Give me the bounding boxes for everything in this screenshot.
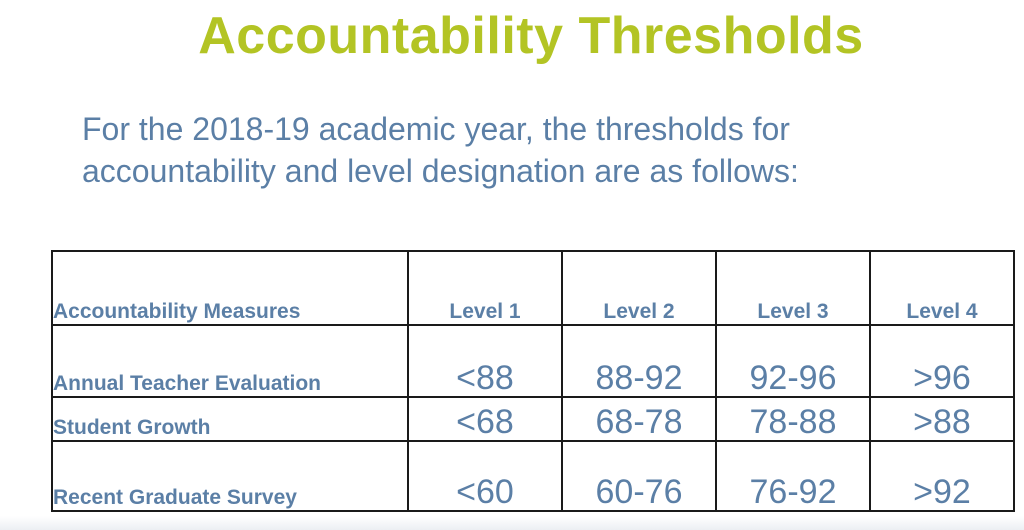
header-level-3: Level 3	[716, 251, 870, 325]
table-header-row	[52, 251, 1014, 325]
level-1-value: <60	[408, 441, 562, 511]
level-3-value: 78-88	[716, 397, 870, 441]
header-level-4: Level 4	[870, 251, 1014, 325]
table-row	[52, 441, 1014, 511]
measure-label: Recent Graduate Survey	[52, 441, 408, 511]
measure-label: Student Growth	[52, 397, 408, 441]
level-4-value: >96	[870, 325, 1014, 397]
header-accountability-measures: Accountability Measures	[52, 251, 408, 325]
bottom-edge-shade	[0, 516, 1024, 530]
level-4-value: >92	[870, 441, 1014, 511]
level-2-value: 68-78	[562, 397, 716, 441]
intro-line-1: For the 2018-19 academic year, the thresholds for	[82, 111, 790, 147]
intro-text	[82, 108, 982, 192]
intro-line-2: accountability and level designation are as follows:	[82, 153, 799, 189]
level-1-value: <68	[408, 397, 562, 441]
level-3-value: 92-96	[716, 325, 870, 397]
table-row	[52, 325, 1014, 397]
level-1-value: <88	[408, 325, 562, 397]
level-3-value: 76-92	[716, 441, 870, 511]
header-level-1: Level 1	[408, 251, 562, 325]
measure-label: Annual Teacher Evaluation	[52, 325, 408, 397]
slide-title: Accountability Thresholds	[198, 7, 864, 65]
header-level-2: Level 2	[562, 251, 716, 325]
level-4-value: >88	[870, 397, 1014, 441]
table-row	[52, 397, 1014, 441]
level-2-value: 60-76	[562, 441, 716, 511]
thresholds-table	[51, 250, 1015, 512]
level-2-value: 88-92	[562, 325, 716, 397]
